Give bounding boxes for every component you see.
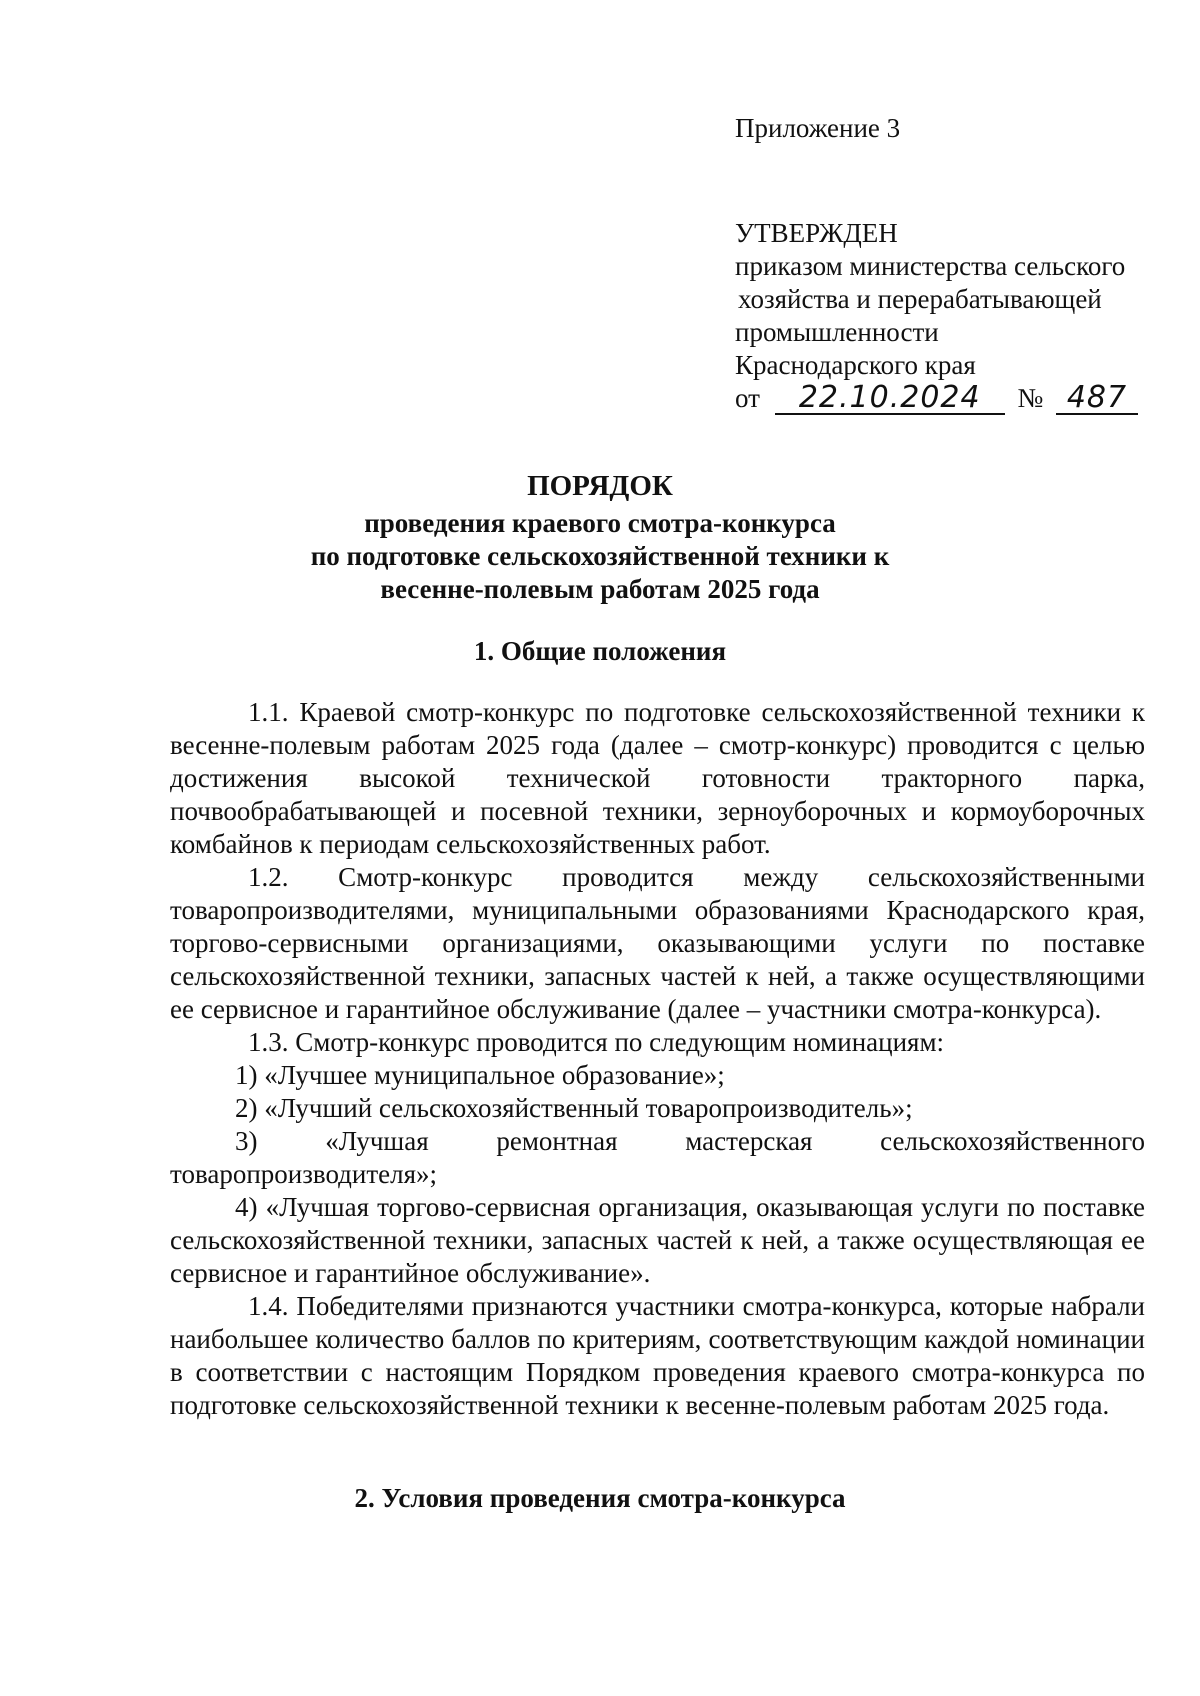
handwritten-number: 487 xyxy=(1056,383,1138,415)
paragraph-1-3: 1.3. Смотр-конкурс проводится по следующим номинациям: xyxy=(248,1027,945,1057)
section-1-heading: 1. Общие положения xyxy=(473,636,727,666)
title-line: проведения краевого смотра-конкурса xyxy=(364,508,836,538)
title-main: ПОРЯДОК xyxy=(527,470,673,502)
approval-line: хозяйства и перерабатывающей xyxy=(738,284,1102,314)
title-line: весенне-полевым работам 2025 года xyxy=(380,574,820,604)
approval-block xyxy=(735,112,1155,415)
approval-line: Краснодарского края xyxy=(735,350,976,380)
nomination-item: 1) «Лучшее муниципальное образование»; xyxy=(235,1060,725,1090)
section-1-body xyxy=(170,696,1145,1422)
paragraph-1-4: 1.4. Победителями признаются участники смотра-конкурса, которые набрали наибольшее количество баллов по критериям, соответствующим каждой номинации в соответствии с настоящим Порядком проведения краевого смотра-конкурса по подготовке сельскохозяйственной техники к весенне-полевым работам 2025 года. xyxy=(170,1291,1145,1420)
document-title xyxy=(180,470,1020,606)
order-date-number xyxy=(735,382,1155,415)
approval-line: промышленности xyxy=(735,317,939,347)
appendix-label: Приложение 3 xyxy=(735,113,901,143)
from-label: от xyxy=(735,383,760,413)
nomination-item: 3) «Лучшая ремонтная мастерская сельскохозяйственного товаропроизводителя»; xyxy=(170,1126,1145,1189)
number-label: № xyxy=(1017,383,1044,413)
title-line: по подготовке сельскохозяйственной техники к xyxy=(310,541,890,571)
handwritten-date: 22.10.2024 xyxy=(775,383,1005,415)
approved-label: УТВЕРЖДЕН xyxy=(735,218,898,248)
paragraph-1-1: 1.1. Краевой смотр-конкурс по подготовке сельскохозяйственной техники к весенне-полевым работам 2025 года (далее – смотр-конкурс) проводится с целью достижения высокой технической готовности тракторного парка, почвообрабатывающей и посевной техники, зерноуборочных и кормоуборочных комбайнов к периодам сельскохозяйственных работ. xyxy=(170,697,1145,859)
paragraph-1-2: 1.2. Смотр-конкурс проводится между сельскохозяйственными товаропроизводителями, муниципальными образованиями Краснодарского края, торгово-сервисными организациями, оказывающими услуги по поставке сельскохозяйственной техники, запасных частей к ней, а также осуществляющими ее сервисное и гарантийное обслуживание (далее – участники смотра-конкурса). xyxy=(170,862,1145,1024)
nomination-item: 2) «Лучший сельскохозяйственный товаропроизводитель»; xyxy=(235,1093,913,1123)
nomination-item: 4) «Лучшая торгово-сервисная организация, оказывающая услуги по поставке сельскохозяйственной техники, запасных частей к ней, а также осуществляющая ее сервисное и гарантийное обслуживание». xyxy=(170,1192,1145,1288)
section-2-heading: 2. Условия проведения смотра-конкурса xyxy=(354,1483,846,1513)
approval-line: приказом министерства сельского xyxy=(735,251,1126,281)
